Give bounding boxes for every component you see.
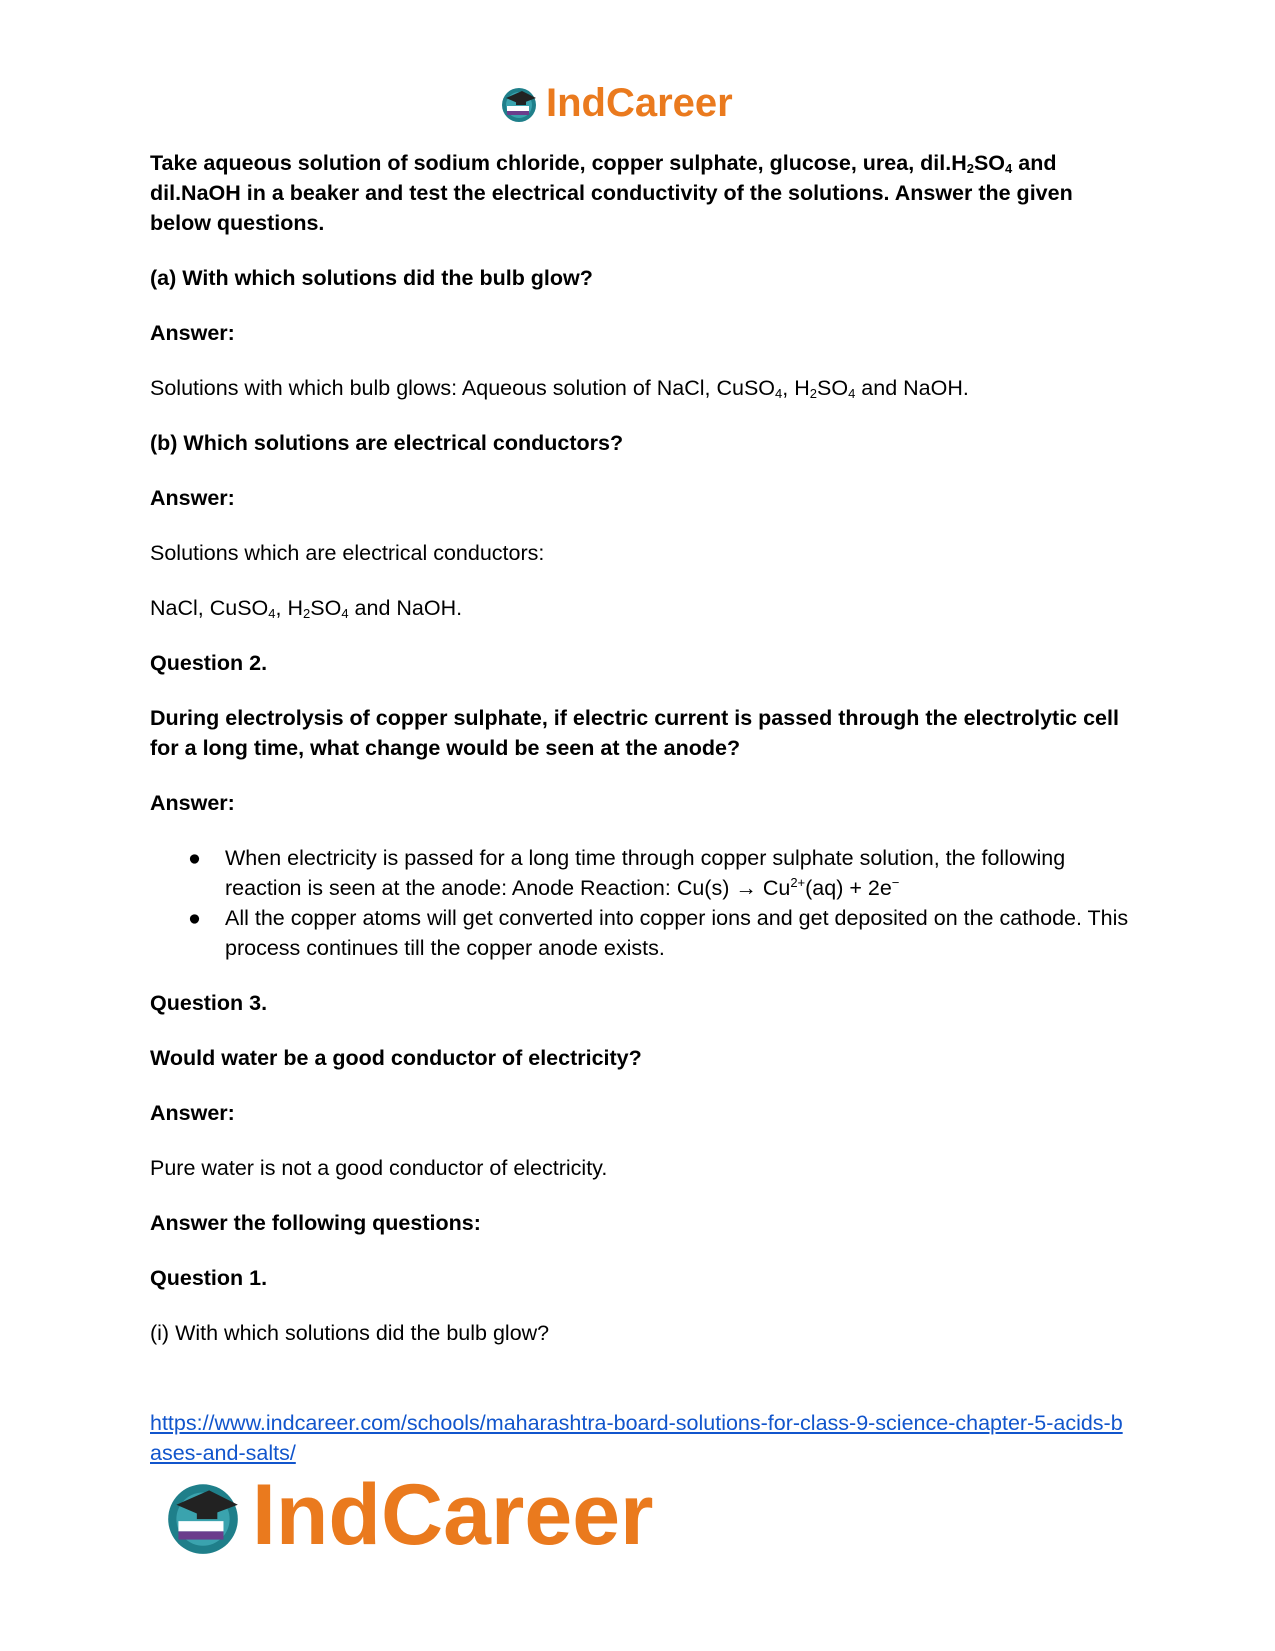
bullet-icon: ●: [188, 846, 201, 870]
list-item: ● All the copper atoms will get converted into copper ions and get deposited on the cathode. This process continues till the copper anode exists.: [150, 903, 1130, 963]
question-3-text: Would water be a good conductor of electricity?: [150, 1046, 642, 1070]
answer-b-line1: Solutions which are electrical conductors:: [150, 541, 545, 565]
logo-wordmark: IndCareer: [252, 1466, 654, 1563]
document-body: [150, 148, 1130, 1373]
question-3-title: Question 3.: [150, 991, 268, 1015]
answer-label: Answer:: [150, 791, 235, 815]
bullet-icon: ●: [188, 906, 201, 930]
answer-label: Answer:: [150, 321, 235, 345]
answer-label: Answer:: [150, 486, 235, 510]
answer-2-list: [150, 843, 1130, 963]
answer-label: Answer:: [150, 1101, 235, 1125]
list-item: ● When electricity is passed for a long time through copper sulphate solution, the following reaction is seen at the anode: Anode Reaction: $Cu(s) \to Cu^{2+}(aq) + 2e^-$: [150, 843, 1130, 903]
logo-wordmark: IndCareer: [546, 80, 733, 125]
question-2-title: Question 2.: [150, 651, 268, 675]
question-b: (b) Which solutions are electrical conductors?: [150, 431, 624, 455]
answer-3: Pure water is not a good conductor of electricity.: [150, 1156, 608, 1180]
header-logo: [498, 78, 733, 128]
source-link[interactable]: https://www.indcareer.com/schools/maharashtra-board-solutions-for-class-9-science-chapter-5-acids-bases-and-salts/: [150, 1411, 1123, 1465]
question-a: (a) With which solutions did the bulb glow?: [150, 266, 593, 290]
footer-logo: [160, 1466, 654, 1563]
graduation-cap-globe-icon: [160, 1472, 246, 1558]
question-1-text: (i) With which solutions did the bulb glow?: [150, 1321, 550, 1345]
answer-a: Solutions with which bulb glows: Aqueous solution of NaCl, CuSO$_4$, $H_2SO_4$ and NaOH.: [150, 376, 969, 401]
question-2-text: During electrolysis of copper sulphate, if electric current is passed through the electrolytic cell for a long time, what change would be seen at the anode?: [150, 706, 1119, 760]
answer-b-line2: NaCl, CuSO$_4$, $H_2SO_4$ and NaOH.: [150, 596, 463, 621]
section-heading: Answer the following questions:: [150, 1211, 481, 1235]
question-1-title: Question 1.: [150, 1266, 268, 1290]
intro-paragraph: Take aqueous solution of sodium chloride, copper sulphate, glucose, urea, $dil.H_2SO_4$ and dil.NaOH in a beaker and test the electrical conductivity of the solutions. Answer the given below questions.: [150, 151, 1073, 235]
graduation-cap-globe-icon: [498, 82, 540, 124]
